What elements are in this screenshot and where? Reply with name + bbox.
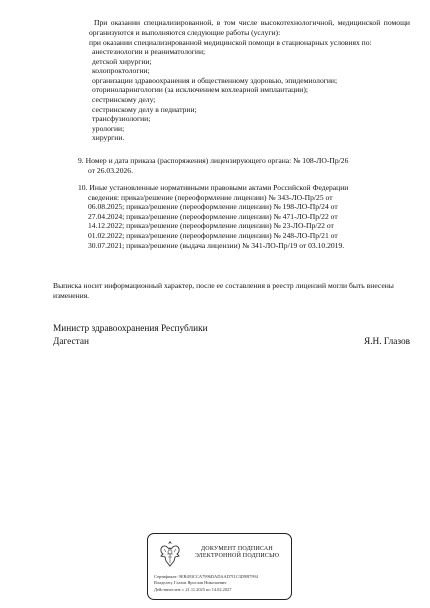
position-line: Министр здравоохранения Республики (53, 324, 208, 334)
item-number: 10. (78, 183, 88, 192)
list-item: организации здравоохранения и общественному здоровью, эпидемиологии; (92, 75, 338, 85)
works-list (92, 47, 392, 143)
disclaimer-note: Выписка носит информационный характер, после ее составления в реестр лицензий могли быть внесены изменения. (53, 281, 394, 300)
list-item: урологии; (92, 123, 125, 133)
certificate-line: Сертификат: 9EB493CCA7996DADAAD7I1C3D9B7994 (154, 574, 258, 579)
list-item: детской хирургии; (92, 56, 152, 66)
item-text: Иные установленные нормативными правовыми актами Российской Федерации (89, 183, 349, 192)
list-item: колопроктологии; (92, 66, 150, 76)
stamp-details (154, 574, 289, 593)
item-text-cont: 01.02.2022; приказ/решение (переоформление лицензии) № 248-ЛО-Пр/21 от (88, 230, 338, 240)
electronic-signature-stamp (147, 533, 292, 600)
item-text-cont: 30.07.2021; приказ/решение (выдача лицензии) № 341-ЛО-Пр/19 от 03.10.2019. (88, 240, 345, 250)
stamp-title-line: ЭЛЕКТРОННОЙ ПОДПИСЬЮ (194, 553, 280, 560)
signer-name: Я.Н. Глазов (364, 337, 410, 347)
item-number: 9. (78, 156, 84, 165)
stamp-title (186, 546, 288, 561)
position-line: Дагестан (53, 336, 89, 347)
item-text-cont: 14.12.2022; приказ/решение (переоформление лицензии) № 23-ЛО-Пр/22 от (88, 221, 334, 231)
list-item: хирургии. (92, 133, 125, 143)
item-text-cont: 27.04.2024; приказ/решение (переоформление лицензии) № 471-ЛО-Пр/22 от (88, 211, 338, 221)
owner-line: Владелец: Глазов Ярослав Николаевич (154, 580, 227, 586)
stamp-title-line: ДОКУМЕНТ ПОДПИСАН (201, 546, 273, 552)
item-9-order (78, 156, 408, 175)
list-item: трансфузиологии; (92, 114, 151, 124)
list-item: анестезиологии и реаниматологии; (92, 47, 206, 56)
stationary-care-heading: при оказании специализированной медицинской помощи в стационарных условиях по: (89, 38, 372, 47)
validity-line: Действителен: с 21.11.2025 по 14.02.2027 (154, 586, 232, 592)
item-text-cont: от 26.03.2026. (88, 165, 133, 175)
signer-position (53, 323, 253, 348)
list-item: оториноларингологии (за исключением кохлеарной имплантации); (92, 85, 308, 95)
item-text-cont: сведения: приказ/решение (переоформление лицензии) № 343-ЛО-Пр/25 от (88, 192, 333, 202)
intro-paragraph: При оказании специализированной, в том числе высокотехнологичной, медицинской помощи организуются и выполняются следующие работы (услуги): (89, 18, 410, 37)
list-item: сестринскому делу в педиатрии; (92, 104, 197, 114)
list-item: сестринскому делу; (92, 94, 156, 104)
coat-of-arms-icon (157, 539, 183, 569)
item-10-other-info (78, 183, 398, 250)
item-text-cont: 06.08.2025; приказ/решение (переоформление лицензии) № 198-ЛО-Пр/24 от (88, 202, 338, 212)
item-text: Номер и дата приказа (распоряжения) лицензирующего органа: № 108-ЛО-Пр/26 (85, 156, 349, 165)
